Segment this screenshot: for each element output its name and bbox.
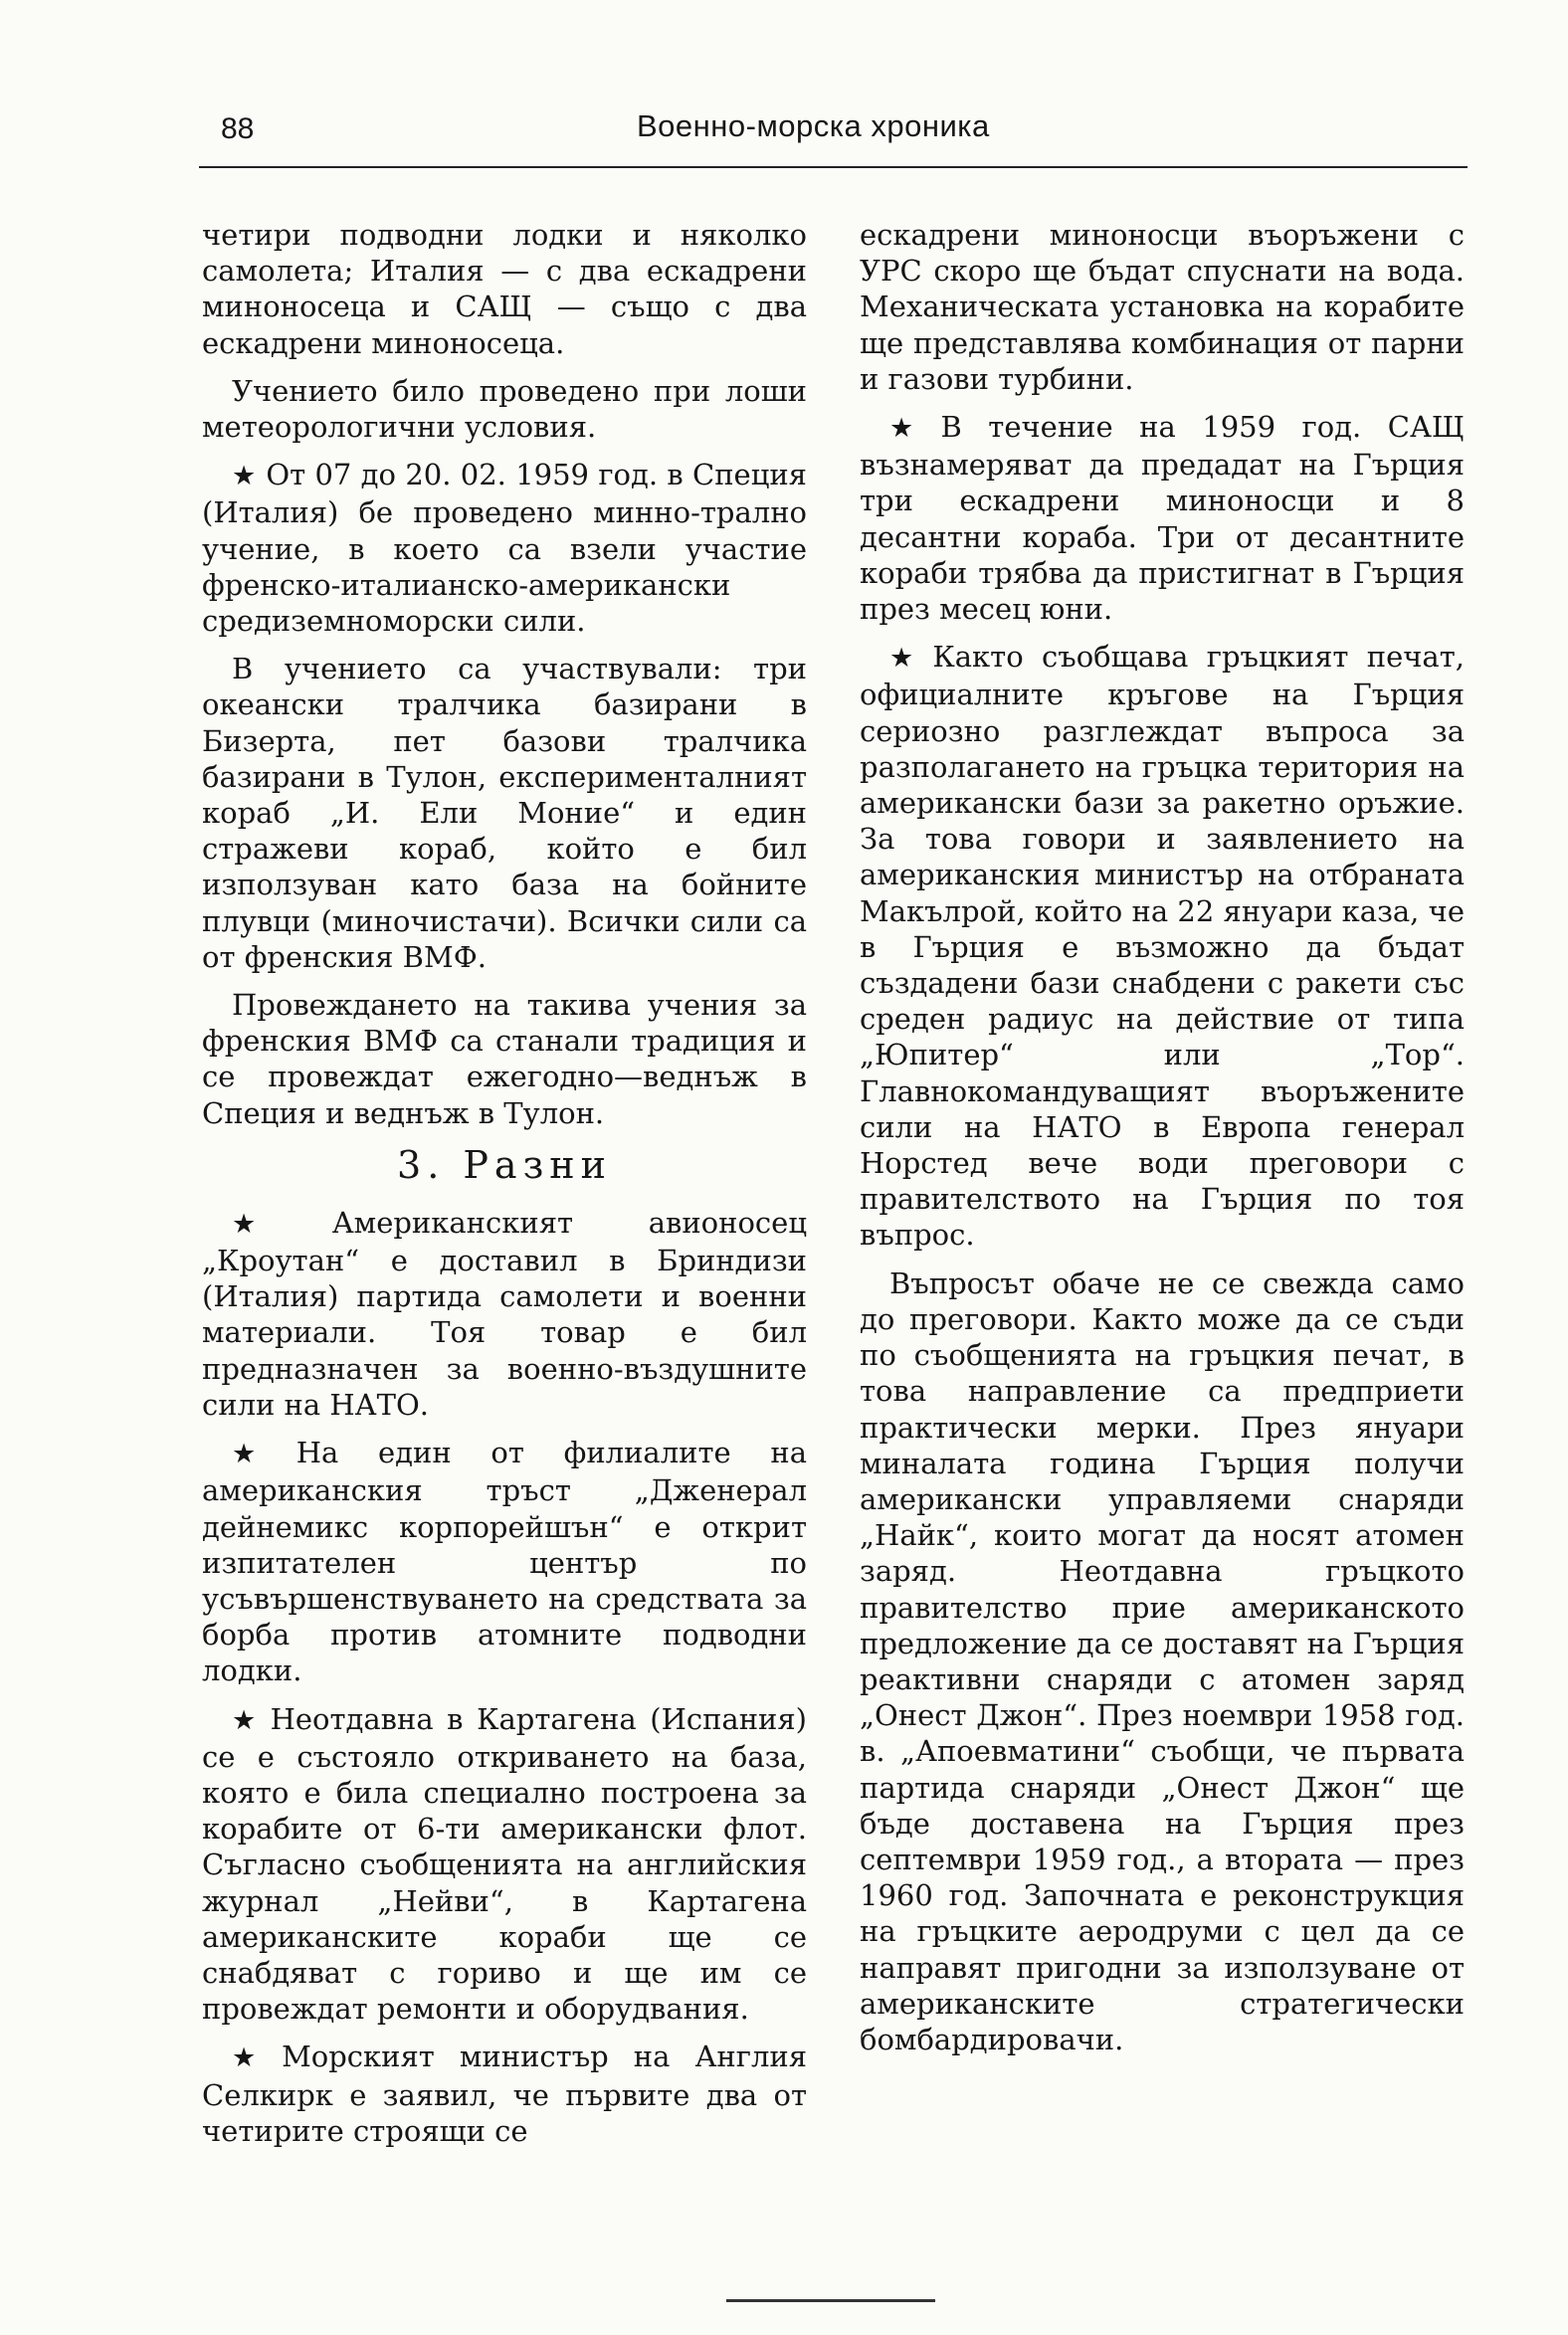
bottom-divider xyxy=(726,2299,935,2302)
star-icon: ★ xyxy=(232,461,257,492)
paragraph-text: Неотдавна в Картагена (Испания) се е състояло откриването на база, която е била специално построена за корабите от 6-ти американски флот. Съгласно съобщенията на английския журнал „Нейви“, в Картагена американските кораби ще се снабдяват с гориво и ще им се провеждат ремонти и оборудвания. xyxy=(202,1701,807,2027)
paragraph-text: В течение на 1959 год. САЩ възнамеряват да предадат на Гърция три ескадрени миноносци и 8 десантни кораба. Три от десантните кораби трябва да пристигнат в Гърция през месец юни. xyxy=(860,410,1465,627)
left-column xyxy=(202,217,807,2161)
paragraph xyxy=(202,373,807,445)
paragraph xyxy=(860,217,1465,397)
paragraph-text: Провеждането на такива учения за френския ВМФ са станали традиция и се провеждат ежегодно—веднъж в Специя и веднъж в Тулон. xyxy=(202,988,807,1130)
star-icon: ★ xyxy=(232,2043,273,2074)
running-title: Военно-морска хроника xyxy=(637,108,990,143)
section-heading: 3. Разни xyxy=(397,1142,612,1187)
star-icon: ★ xyxy=(889,643,923,675)
paragraph-text: Американският авионосец „Кроутан“ е доставил в Бриндизи (Италия) партида самолети и военни материали. Тоя товар е бил предназначен за военно-въздушните сили на НАТО. xyxy=(202,1205,807,1422)
news-item xyxy=(202,1205,807,1423)
paragraph-text: В учението са участвували: три океански тралчика базирани в Бизерта, пет базови тралчика базирани в Тулон, експерименталният кораб „И. Ели Моние“ и един стражеви кораб, който е бил използуван като база на бойните плувци (миночистачи). Всички сили са от френския ВМФ. xyxy=(202,652,807,974)
star-icon: ★ xyxy=(232,1704,261,1736)
news-item xyxy=(202,2039,807,2149)
news-item xyxy=(860,409,1465,627)
paragraph xyxy=(202,987,807,1131)
star-icon: ★ xyxy=(889,413,931,445)
news-item xyxy=(202,1701,807,2028)
news-item xyxy=(202,457,807,639)
paragraph xyxy=(202,217,807,361)
paragraph-text: Морският министър на Англия Селкирк е заявил, че първите два от четирите строящи се xyxy=(202,2040,807,2148)
paragraph-text: На един от филиалите на американския тръст „Дженерал дейнемикс корпорейшън“ е открит изпитателен център по усъвършенствуването на средствата за борба против атомните подводни лодки. xyxy=(202,1436,807,1688)
news-item xyxy=(202,1435,807,1688)
paragraph-text: ескадрени миноносци въоръжени с УРС скоро ще бъдат спуснати на вода. Механическата установка на корабите ще представлява комбинация от парни и газови турбини. xyxy=(860,218,1465,396)
paragraph-text: четири подводни лодки и няколко самолета; Италия — с два ескадрени миноносеца и САЩ — също с два ескадрени миноносеца. xyxy=(202,218,807,360)
paragraph-text: Учението било проведено при лоши метеорологични условия. xyxy=(202,373,807,445)
right-column xyxy=(860,217,1465,2069)
paragraph xyxy=(860,1265,1465,2057)
paragraph xyxy=(202,651,807,975)
paragraph-text: От 07 до 20. 02. 1959 год. в Специя (Италия) бе проведено минно-трално учение, в което са взели участие френско-италианско-американски средиземноморски сили. xyxy=(202,458,807,639)
page-number: 88 xyxy=(221,112,255,145)
news-item xyxy=(860,639,1465,1253)
star-icon: ★ xyxy=(232,1439,287,1470)
page-header xyxy=(199,104,1468,168)
paragraph-text: Въпросът обаче не се свежда само до преговори. Както може да се съди по съобщенията на гръцкия печат, в това направление са предприети практически мерки. През януари миналата година Гърция получи американски управляеми снаряди „Найк“, които могат да носят атомен заряд. Неотдавна гръцкото правителство прие американското предложение да се доставят на Гърция реактивни снаряди с атомен заряд „Онест Джон“. През ноември 1958 год. в. „Апоевматини“ съобщи, че първата партида снаряди „Онест Джон“ ще бъде доставена на Гърция през септември 1959 год., а втората — през 1960 год. Започната е реконструкция на гръцките аеродруми с цел да се направят пригодни за използуване от американските стратегически бомбардировачи. xyxy=(860,1265,1465,2056)
paragraph-text: Както съобщава гръцкият печат, официалните кръгове на Гърция сериозно разглеждат въпроса за разполагането на гръцка територия на американски бази за ракетно оръжие. За това говори и заявлението на американския министър на отбраната Макълрой, който на 22 януари каза, че в Гърция е възможно да бъдат създадени бази снабдени с ракети със среден радиус на действие от типа „Юпитер“ или „Тор“. Главнокомандуващият въоръжените сили на НАТО в Европа генерал Норстед вече води преговори с правителството на Гърция по тоя въпрос. xyxy=(860,640,1465,1253)
star-icon: ★ xyxy=(232,1208,322,1240)
